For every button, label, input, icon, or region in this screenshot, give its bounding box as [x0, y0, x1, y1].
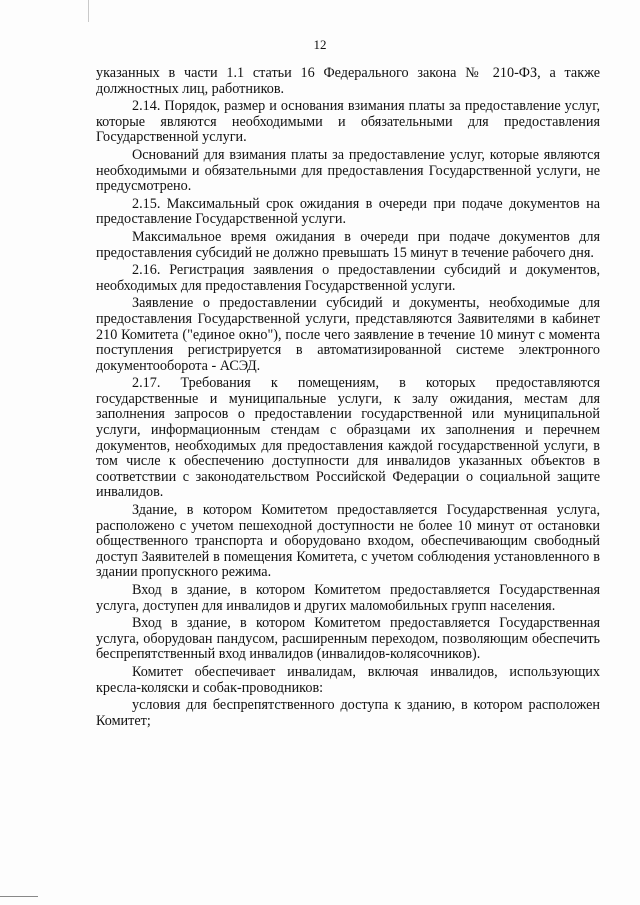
- paragraph-fee-basis: Оснований для взимания платы за предоставление услуг, которые являются необходимыми и обязательными для предоставления Государственной услуги, не предусмотрено.: [96, 146, 600, 195]
- paragraph-continuation: указанных в части 1.1 статьи 16 Федерального закона № 210-ФЗ, а также должностных лиц, работников.: [96, 65, 600, 97]
- paragraph-max-wait-time: Максимальное время ожидания в очереди при подаче документов для предоставления субсидий не должно превышать 15 минут в течение рабочего дня.: [96, 228, 600, 261]
- paragraph-building-location: Здание, в котором Комитетом предоставляется Государственная услуга, расположено с учетом пешеходной доступности не более 10 минут от остановки общественного транспорта и оборудовано входом, обеспечивающим свободный доступ Заявителей в помещения Комитета, с учетом соблюдения установленного в здании пропускного режима.: [96, 502, 600, 581]
- scan-artifact-line: [88, 0, 89, 22]
- section-heading-2-17: 2.17. Требования к помещениям, в которых предоставляются государственные и муниципальные услуги, к залу ожидания, местам для заполнения запросов о предоставлении государственной или муниципальной услуги, информационным стендам с образцами их заполнения и перечнем документов, необходимых для предоставления каждой государственной услуги, в том числе к обеспечению доступности для инвалидов указанных объектов в соответствии с законодательством Российской Федерации о социальной защите инвалидов.: [96, 375, 600, 501]
- footer-rule: [0, 896, 38, 897]
- page-number: 12: [313, 37, 327, 52]
- paragraph-application-registration: Заявление о предоставлении субсидий и документы, необходимые для предоставления Государственной услуги, представляются Заявителями в кабинет 210 Комитета ("единое окно"), после чего заявление в течение 10 минут с момента поступления регистрируется в автоматизированной системе электронного документооборота - АСЭД.: [96, 295, 600, 374]
- section-heading-2-16: 2.16. Регистрация заявления о предоставлении субсидий и документов, необходимых для предоставления Государственной услуги.: [96, 262, 600, 294]
- paragraph-disability-provisions: Комитет обеспечивает инвалидам, включая инвалидов, использующих кресла-коляски и собак-проводников:: [96, 663, 600, 696]
- section-heading-2-15: 2.15. Максимальный срок ожидания в очереди при подаче документов на предоставление Государственной услуги.: [96, 195, 600, 228]
- paragraph-entrance-ramp: Вход в здание, в котором Комитетом предоставляется Государственная услуга, оборудован пандусом, расширенным переходом, позволяющим обеспечить беспрепятственный вход инвалидов (инвалидов-колясочников).: [96, 615, 600, 663]
- paragraph-entrance-accessible: Вход в здание, в котором Комитетом предоставляется Государственная услуга, доступен для инвалидов и других маломобильных групп населения.: [96, 582, 600, 614]
- section-heading-2-14: 2.14. Порядок, размер и основания взимания платы за предоставление услуг, которые являются необходимыми и обязательными для предоставления Государственной услуги.: [96, 98, 600, 146]
- document-body: [96, 66, 600, 729]
- list-item-unobstructed-access: условия для беспрепятственного доступа к зданию, в котором расположен Комитет;: [96, 697, 600, 729]
